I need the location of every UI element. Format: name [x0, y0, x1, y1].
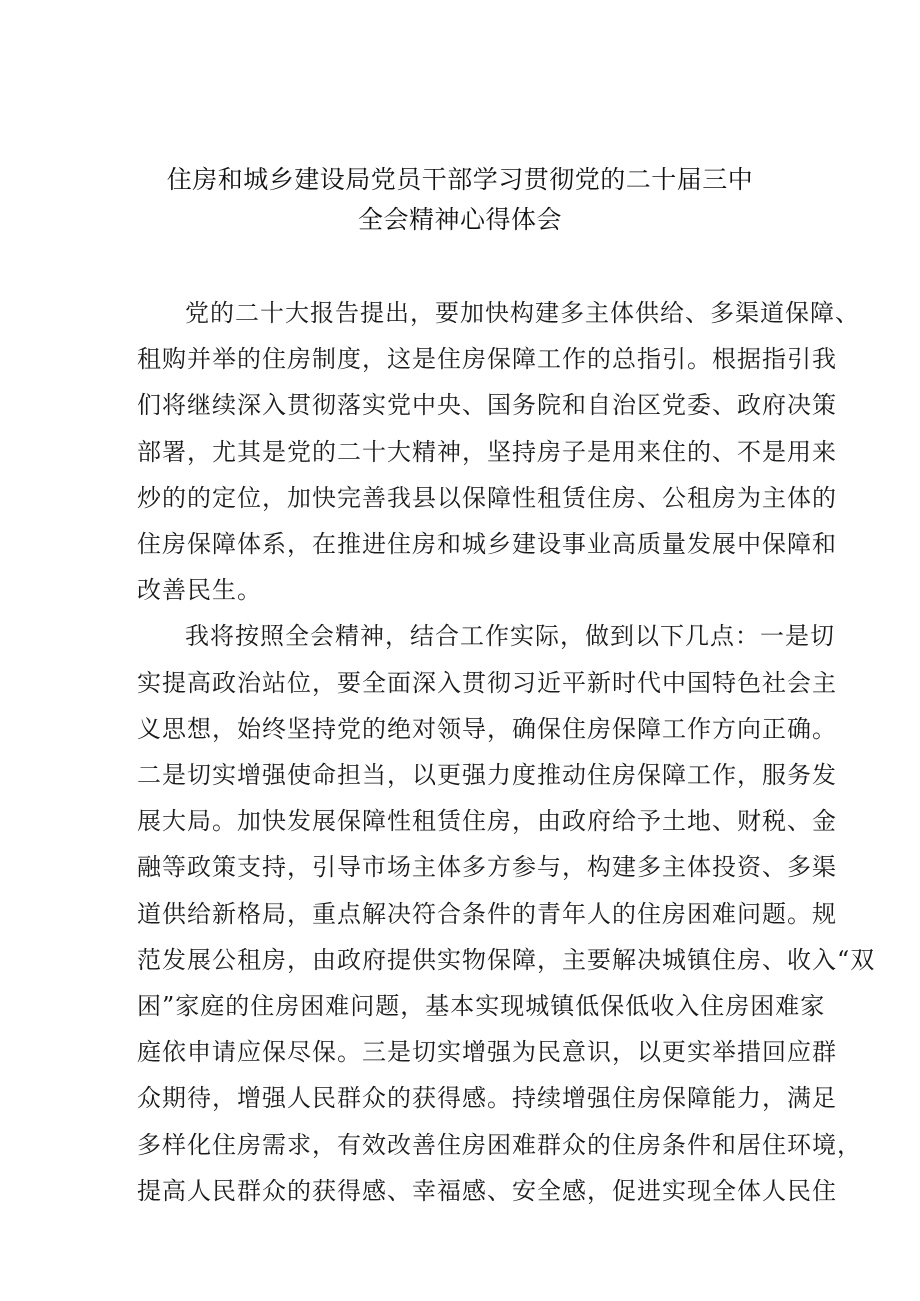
- paragraph-line: 部署，尤其是党的二十大精神，坚持房子是用来住的、不是用来: [137, 437, 837, 466]
- paragraph-line: 租购并举的住房制度，这是住房保障工作的总指引。根据指引我: [137, 345, 837, 374]
- paragraph-line: 实提高政治站位，要全面深入贯彻习近平新时代中国特色社会主: [137, 668, 837, 697]
- title-line-1: 住房和城乡建设局党员干部学习贯彻党的二十届三中: [166, 165, 754, 194]
- paragraph-line: 提高人民群众的获得感、幸福感、安全感，促进实现全体人民住: [137, 1176, 837, 1205]
- paragraph-1: [137, 290, 860, 613]
- paragraph-2: [137, 613, 876, 1214]
- paragraph-line: 道供给新格局，重点解决符合条件的青年人的住房困难问题。规: [137, 899, 837, 928]
- paragraph-line: 多样化住房需求，有效改善住房困难群众的住房条件和居住环境，: [137, 1130, 862, 1159]
- paragraph-line: 庭依申请应保尽保。三是切实增强为民意识，以更实举措回应群: [137, 1038, 837, 1067]
- paragraph-line: 我将按照全会精神，结合工作实际，做到以下几点：一是切: [185, 622, 835, 651]
- paragraph-line: 党的二十大报告提出，要加快构建多主体供给、多渠道保障、: [185, 299, 860, 327]
- document-body: [137, 290, 876, 1214]
- paragraph-line: 众期待，增强人民群众的获得感。持续增强住房保障能力，满足: [137, 1084, 837, 1113]
- paragraph-line: 住房保障体系，在推进住房和城乡建设事业高质量发展中保障和: [137, 530, 837, 559]
- paragraph-line: 范发展公租房，由政府提供实物保障，主要解决城镇住房、收入“双: [137, 945, 876, 974]
- paragraph-line: 炒的的定位，加快完善我县以保障性租赁住房、公租房为主体的: [137, 483, 837, 512]
- paragraph-line: 展大局。加快发展保障性租赁住房，由政府给予土地、财税、金: [137, 807, 837, 836]
- paragraph-line: 义思想，始终坚持党的绝对领导，确保住房保障工作方向正确。: [137, 714, 837, 743]
- paragraph-line: 改善民生。: [137, 576, 262, 605]
- paragraph-line: 融等政策支持，引导市场主体多方参与，构建多主体投资、多渠: [137, 853, 837, 882]
- paragraph-line: 们将继续深入贯彻落实党中央、国务院和自治区党委、政府决策: [137, 391, 837, 420]
- paragraph-line: 二是切实增强使命担当，以更强力度推动住房保障工作，服务发: [137, 761, 837, 790]
- paragraph-line: 困”家庭的住房困难问题，基本实现城镇低保低收入住房困难家: [137, 992, 826, 1021]
- title-line-2: 全会精神心得体会: [357, 205, 562, 234]
- document-title: [100, 160, 820, 240]
